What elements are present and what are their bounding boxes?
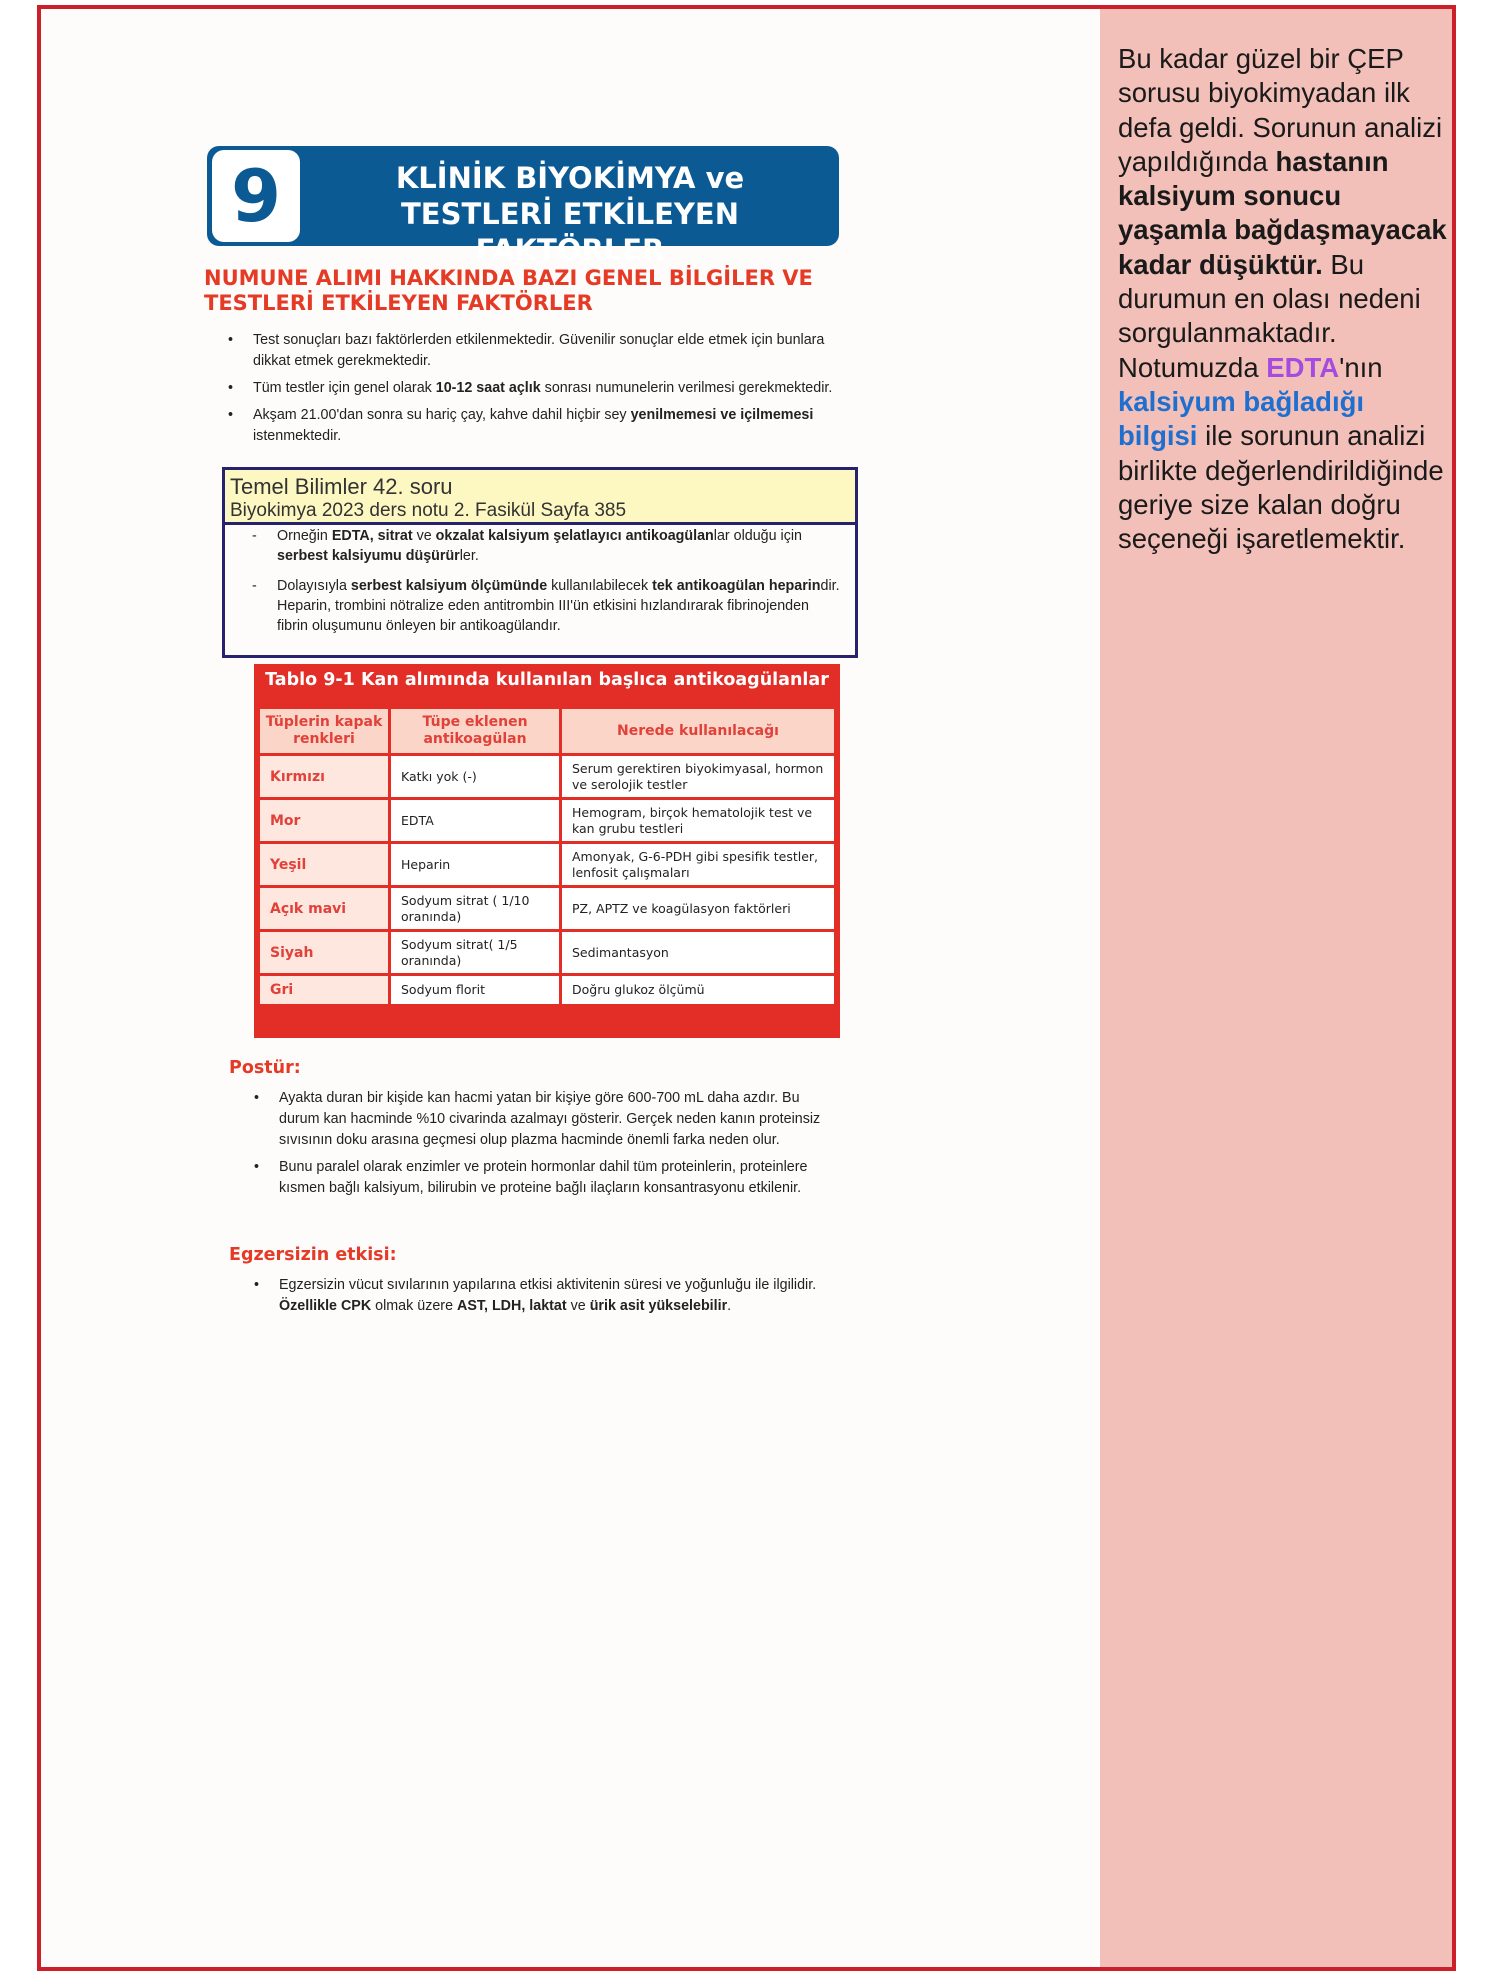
list-item: • Egzersizin vücut sıvılarının yapılarına etkisi aktivitenin süresi ve yoğunluğu ile ilgilidir. Özellikle CPK olmak üzere AST, LDH, laktat ve ürik asit yükselebilir. bbox=[254, 1275, 840, 1317]
source-label: Temel Bilimler 42. soru bbox=[230, 474, 453, 499]
chapter-number: 9 bbox=[212, 150, 300, 242]
table-header: Tüplerin kapak renkleri bbox=[260, 709, 388, 753]
highlighted-notes bbox=[252, 526, 842, 646]
table-row: Yeşil Heparin Amonyak, G-6-PDH gibi spesifik testler, lenfosit çalışmaları bbox=[260, 844, 834, 885]
chapter-title: KLİNİK BİYOKİMYA ve TESTLERİ ETKİLEYEN FAKTÖRLER bbox=[395, 161, 745, 267]
list-item: • Test sonuçları bazı faktörlerden etkilenmektedir. Güvenilir sonuçlar elde etmek için bunlara dikkat etmek gerekmektedir. bbox=[228, 330, 840, 372]
table-row: Gri Sodyum florit Doğru glukoz ölçümü bbox=[260, 976, 834, 1004]
anticoagulant-table bbox=[257, 706, 837, 1007]
list-item: - Dolayısıyla serbest kalsiyum ölçümünde kullanılabilecek tek antikoagülan heparindir. Heparin, trombini nötralize eden antitrombin III'ün etkisini hızlandırarak fibrinojenden fibrin oluşumunu önleyen bir antikoagülandır. bbox=[252, 576, 842, 636]
section-title: NUMUNE ALIMI HAKKINDA BAZI GENEL BİLGİLER VE TESTLERİ ETKİLEYEN FAKTÖRLER bbox=[204, 266, 813, 315]
list-item: • Bunu paralel olarak enzimler ve protein hormonlar dahil tüm proteinlerin, proteinlere kısmen bağlı kalsiyum, bilirubin ve proteine bağlı ilaçların konsantrasyonu etkilenir. bbox=[254, 1157, 840, 1199]
egzersiz-bullets bbox=[254, 1275, 840, 1317]
table-header: Nerede kullanılacağı bbox=[562, 709, 834, 753]
annotation-text: Bu kadar güzel bir ÇEP sorusu biyokimyadan ilk defa geldi. Sorunun analizi yapıldığında hastanın kalsiyum sonucu yaşamla bağdaşmayacak kadar düşüktür. Bu durumun en olası nedeni sorgulanmaktadır. Notumuzda EDTA'nın kalsiyum bağladığı bilgisi ile sorunun analizi birlikte değerlendirildiğinde geriye size kalan doğru seçeneği işaretlemektir. bbox=[1118, 43, 1447, 555]
intro-bullets bbox=[228, 330, 840, 453]
source-reference: Biyokimya 2023 ders notu 2. Fasikül Sayfa 385 bbox=[230, 500, 627, 521]
list-item: • Tüm testler için genel olarak 10-12 saat açlık sonrası numunelerin verilmesi gerekmektedir. bbox=[228, 378, 840, 399]
table-row: Siyah Sodyum sitrat( 1/5 oranında) Sedimantasyon bbox=[260, 932, 834, 973]
table-row: Kırmızı Katkı yok (-) Serum gerektiren biyokimyasal, hormon ve serolojik testler bbox=[260, 756, 834, 797]
table-row: Açık mavi Sodyum sitrat ( 1/10 oranında) PZ, APTZ ve koagülasyon faktörleri bbox=[260, 888, 834, 929]
egzersiz-heading: Egzersizin etkisi: bbox=[229, 1245, 397, 1265]
list-item: - Orneğin EDTA, sitrat ve okzalat kalsiyum şelatlayıcı antikoagülanlar olduğu için serbest kalsiyumu düşürürler. bbox=[252, 526, 842, 566]
list-item: • Akşam 21.00'dan sonra su hariç çay, kahve dahil hiçbir sey yenilmemesi ve içilmemesi istenmektedir. bbox=[228, 405, 840, 447]
postur-bullets bbox=[254, 1088, 840, 1205]
list-item: • Ayakta duran bir kişide kan hacmi yatan bir kişiye göre 600-700 mL daha azdır. Bu durum kan hacminde %10 civarinda azalmayı gösterir. Gerçek neden kanın proteinsiz sıvısının doku arasına geçmesi olup plazma hacminde önemli farka neden olur. bbox=[254, 1088, 840, 1151]
postur-heading: Postür: bbox=[229, 1058, 301, 1078]
table-row: Mor EDTA Hemogram, birçok hematolojik test ve kan grubu testleri bbox=[260, 800, 834, 841]
table-header: Tüpe eklenen antikoagülan bbox=[391, 709, 559, 753]
table-title: Tablo 9-1 Kan alımında kullanılan başlıca antikoagülanlar bbox=[265, 670, 829, 690]
